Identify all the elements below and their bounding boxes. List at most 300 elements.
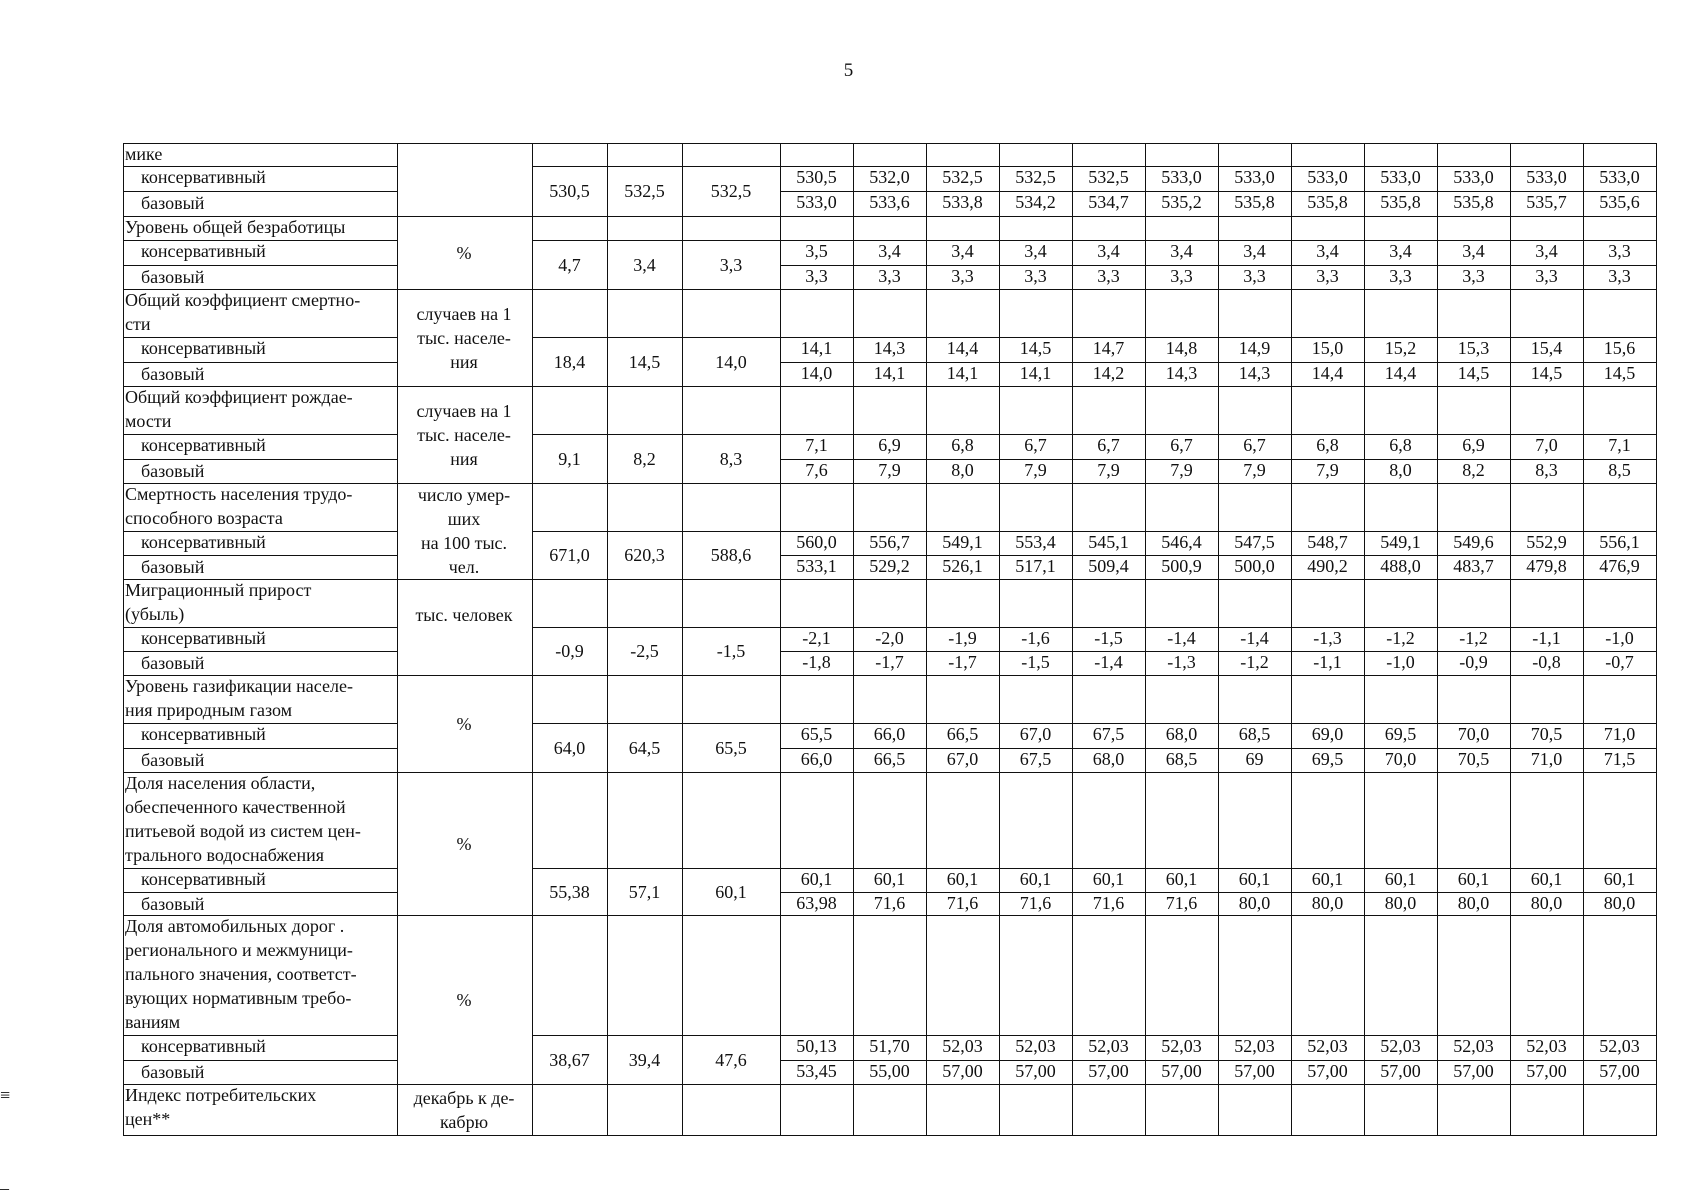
scenario-label-conservative: консервативный — [141, 869, 266, 889]
forecast-conservative-value: 14,9 — [1238, 338, 1271, 358]
grid-line — [1656, 1084, 1657, 1135]
forecast-conservative-value: 52,03 — [1380, 1036, 1421, 1056]
grid-line — [1291, 1084, 1292, 1135]
forecast-basic-value: 57,00 — [1015, 1060, 1056, 1081]
scenario-label-conservative: консервативный — [141, 241, 266, 261]
forecast-conservative-value: 546,4 — [1161, 532, 1202, 552]
forecast-conservative-value: 3,4 — [1024, 241, 1047, 261]
forecast-conservative-value: 60,1 — [1530, 869, 1563, 889]
grid-line — [607, 1084, 608, 1135]
scenario-label-basic: базовый — [141, 266, 205, 287]
forecast-conservative-value: 549,6 — [1453, 532, 1494, 552]
forecast-conservative-value: 60,1 — [800, 869, 833, 889]
forecast-basic-value: -1,7 — [875, 652, 904, 672]
scenario-label-basic: базовый — [141, 749, 205, 770]
forecast-basic-value: 57,00 — [1380, 1060, 1421, 1081]
forecast-conservative-value: 60,1 — [1457, 869, 1490, 889]
forecast-conservative-value: 530,5 — [796, 167, 837, 187]
forecast-conservative-value: 7,1 — [805, 435, 828, 455]
forecast-conservative-value: 60,1 — [946, 869, 979, 889]
forecast-conservative-value: 7,0 — [1535, 435, 1558, 455]
forecast-basic-value: 69 — [1245, 748, 1264, 769]
forecast-basic-value: 69,5 — [1311, 748, 1344, 769]
forecast-basic-value: 14,3 — [1238, 362, 1271, 383]
grid-line — [123, 216, 1656, 217]
forecast-conservative-value: 553,4 — [1015, 532, 1056, 552]
indicator-title-line: Общий коэффициент смертно- — [125, 290, 361, 310]
forecast-conservative-value: 3,4 — [1462, 241, 1485, 261]
forecast-conservative-value: 14,3 — [873, 338, 906, 358]
forecast-basic-value: 70,5 — [1457, 748, 1490, 769]
forecast-conservative-value: 14,8 — [1165, 338, 1198, 358]
forecast-basic-value: -1,0 — [1386, 652, 1415, 672]
forecast-conservative-value: 15,4 — [1530, 338, 1563, 358]
forecast-conservative-value: 6,7 — [1170, 435, 1193, 455]
scenario-label-conservative: консервативный — [141, 338, 266, 358]
forecast-conservative-value: 560,0 — [796, 532, 837, 552]
forecast-conservative-value: 60,1 — [1603, 869, 1636, 889]
grid-line — [926, 1084, 927, 1135]
grid-line — [780, 1084, 781, 1135]
forecast-basic-value: 7,9 — [1097, 459, 1120, 480]
grid-line — [682, 434, 780, 435]
forecast-basic-value: 535,2 — [1161, 192, 1202, 212]
grid-line — [1656, 675, 1657, 772]
forecast-conservative-value: 6,8 — [951, 435, 974, 455]
forecast-basic-value: 71,6 — [1019, 892, 1052, 913]
forecast-conservative-value: 52,03 — [1015, 1036, 1056, 1056]
grid-line — [532, 723, 607, 724]
forecast-conservative-value: 66,5 — [946, 724, 979, 744]
grid-line — [1364, 1084, 1365, 1135]
unit-line: чел. — [448, 557, 480, 577]
forecast-conservative-value: 533,0 — [1599, 167, 1640, 187]
grid-line — [682, 868, 780, 869]
forecast-basic-value: 14,5 — [1457, 362, 1490, 383]
scenario-label-conservative: консервативный — [141, 1036, 266, 1056]
base-year-value: 3,4 — [633, 254, 656, 275]
grid-line — [123, 1135, 1657, 1136]
grid-line — [1510, 1084, 1511, 1135]
indicator-title-line: (убыль) — [125, 604, 185, 624]
forecast-basic-value: 14,5 — [1603, 362, 1636, 383]
base-year-value: 64,0 — [553, 737, 586, 758]
forecast-conservative-value: 70,0 — [1457, 724, 1490, 744]
indicator-title-line: Доля населения области, — [125, 773, 316, 793]
forecast-basic-value: 535,6 — [1599, 192, 1640, 212]
forecast-conservative-value: 15,6 — [1603, 338, 1636, 358]
forecast-conservative-value: 50,13 — [796, 1036, 837, 1056]
grid-line — [607, 531, 682, 532]
grid-line — [123, 143, 1656, 144]
forecast-conservative-value: 533,0 — [1161, 167, 1202, 187]
grid-line — [397, 143, 398, 216]
forecast-conservative-value: 6,9 — [878, 435, 901, 455]
unit-line: ния — [450, 351, 478, 372]
forecast-basic-value: 71,6 — [946, 892, 979, 913]
forecast-conservative-value: 3,4 — [1316, 241, 1339, 261]
forecast-basic-value: 80,0 — [1603, 892, 1636, 913]
forecast-basic-value: 8,0 — [951, 459, 974, 480]
forecast-conservative-value: -1,2 — [1386, 628, 1415, 648]
forecast-basic-value: 3,3 — [1243, 265, 1266, 286]
indicator-title-line: Уровень газификации населе- — [125, 676, 353, 696]
forecast-conservative-value: 60,1 — [1092, 869, 1125, 889]
base-year-value: 532,5 — [710, 181, 752, 201]
indicator-title-line: мике — [125, 144, 163, 164]
forecast-basic-value: 3,3 — [1316, 265, 1339, 286]
grid-line — [607, 337, 682, 338]
forecast-conservative-value: 68,5 — [1238, 724, 1271, 744]
forecast-basic-value: 535,8 — [1453, 192, 1494, 212]
indicator-title-line: Миграционный прирост — [125, 580, 312, 600]
grid-line — [1656, 579, 1657, 675]
forecast-conservative-value: 3,4 — [1170, 241, 1193, 261]
unit-line: ния — [450, 448, 478, 469]
forecast-conservative-value: 14,5 — [1019, 338, 1052, 358]
forecast-conservative-value: 547,5 — [1234, 532, 1275, 552]
forecast-conservative-value: 3,5 — [805, 241, 828, 261]
grid-line — [532, 166, 607, 167]
grid-line — [532, 868, 607, 869]
forecast-basic-value: 14,0 — [800, 362, 833, 383]
base-year-value: -1,5 — [716, 641, 746, 661]
grid-line — [1656, 289, 1657, 386]
forecast-basic-value: 533,8 — [942, 192, 983, 212]
forecast-basic-value: 66,5 — [873, 748, 906, 769]
forecast-basic-value: 14,2 — [1092, 362, 1125, 383]
forecast-basic-value: -1,2 — [1240, 652, 1269, 672]
forecast-basic-value: 533,6 — [869, 192, 910, 212]
forecast-conservative-value: 65,5 — [800, 724, 833, 744]
base-year-value: -2,5 — [630, 641, 659, 661]
forecast-basic-value: 71,6 — [1092, 892, 1125, 913]
grid-line — [682, 723, 780, 724]
indicator-title-line: вующих нормативным требо- — [125, 988, 352, 1008]
unit-line: % — [456, 242, 472, 263]
forecast-conservative-value: 548,7 — [1307, 532, 1348, 552]
forecast-conservative-value: 52,03 — [1453, 1036, 1494, 1056]
base-year-value: 8,3 — [719, 448, 743, 469]
forecast-conservative-value: 60,1 — [1165, 869, 1198, 889]
forecast-conservative-value: 60,1 — [1238, 869, 1271, 889]
forecast-conservative-value: 60,1 — [1019, 869, 1052, 889]
forecast-basic-value: 67,5 — [1019, 748, 1052, 769]
forecast-basic-value: 500,9 — [1161, 556, 1202, 576]
forecast-conservative-value: 69,0 — [1311, 724, 1344, 744]
forecast-basic-value: -1,7 — [948, 652, 977, 672]
forecast-basic-value: 14,1 — [1019, 362, 1052, 383]
forecast-conservative-value: 3,4 — [951, 241, 974, 261]
forecast-conservative-value: 67,0 — [1019, 724, 1052, 744]
unit-line: декабрь к де- — [413, 1087, 515, 1108]
forecast-basic-value: 7,6 — [805, 459, 828, 480]
forecast-basic-value: 67,0 — [946, 748, 979, 769]
forecast-basic-value: 8,5 — [1608, 459, 1631, 480]
grid-line — [532, 1035, 607, 1036]
grid-line — [682, 166, 780, 167]
indicator-title-line: Уровень общей безработицы — [125, 217, 346, 237]
forecast-conservative-value: 52,03 — [1088, 1036, 1129, 1056]
forecast-conservative-value: 533,0 — [1307, 167, 1348, 187]
base-year-value: 8,2 — [633, 448, 656, 469]
forecast-basic-value: 3,3 — [1170, 265, 1193, 286]
base-year-value: 4,7 — [558, 254, 581, 275]
forecast-basic-value: 14,4 — [1384, 362, 1417, 383]
indicator-title-line: мости — [125, 411, 172, 431]
forecast-conservative-value: -1,2 — [1459, 628, 1488, 648]
forecast-basic-value: 534,7 — [1088, 192, 1129, 212]
grid-line — [123, 386, 1656, 387]
forecast-conservative-value: -1,5 — [1094, 628, 1123, 648]
scenario-label-conservative: консервативный — [141, 724, 266, 744]
forecast-basic-value: 535,8 — [1307, 192, 1348, 212]
forecast-basic-value: 70,0 — [1384, 748, 1417, 769]
grid-line — [682, 1084, 683, 1135]
unit-line: кабрю — [439, 1111, 489, 1132]
forecast-basic-value: 7,9 — [1170, 459, 1193, 480]
base-year-value: 620,3 — [624, 545, 665, 565]
grid-line — [123, 1084, 1656, 1085]
grid-line — [532, 337, 607, 338]
forecast-basic-value: 68,0 — [1092, 748, 1125, 769]
forecast-basic-value: 500,0 — [1234, 556, 1275, 576]
forecast-basic-value: 14,3 — [1165, 362, 1198, 383]
indicator-title-line: сти — [125, 314, 151, 334]
unit-line: % — [456, 989, 472, 1010]
forecast-conservative-value: -2,0 — [875, 628, 904, 648]
indicator-title-line: Доля автомобильных дорог . — [125, 916, 345, 936]
base-year-value: 530,5 — [549, 181, 590, 201]
base-year-value: 47,6 — [715, 1049, 747, 1070]
forecast-basic-value: 14,5 — [1530, 362, 1563, 383]
scenario-label-conservative: консервативный — [141, 628, 266, 648]
indicator-title-line: регионального и межмуници- — [125, 940, 353, 960]
scenario-label-conservative: консервативный — [141, 532, 266, 552]
forecast-conservative-value: 15,2 — [1384, 338, 1417, 358]
scenario-label-basic: базовый — [141, 893, 205, 914]
forecast-conservative-value: 532,5 — [1088, 167, 1129, 187]
forecast-basic-value: 3,3 — [878, 265, 901, 286]
forecast-basic-value: 8,3 — [1535, 459, 1558, 480]
forecast-conservative-value: 66,0 — [873, 724, 906, 744]
forecast-conservative-value: 60,1 — [1384, 869, 1417, 889]
forecast-conservative-value: -1,0 — [1605, 628, 1634, 648]
forecast-conservative-value: 549,1 — [1380, 532, 1421, 552]
forecast-conservative-value: 14,4 — [946, 338, 979, 358]
forecast-basic-value: 476,9 — [1599, 556, 1640, 576]
forecast-basic-value: 3,3 — [1024, 265, 1047, 286]
grid-line — [607, 723, 682, 724]
forecast-basic-value: 529,2 — [869, 556, 910, 576]
forecast-conservative-value: 549,1 — [942, 532, 983, 552]
forecast-basic-value: 535,7 — [1526, 192, 1567, 212]
forecast-basic-value: 71,6 — [873, 892, 906, 913]
forecast-conservative-value: 533,0 — [1380, 167, 1421, 187]
forecast-conservative-value: 7,1 — [1608, 435, 1631, 455]
forecast-conservative-value: 532,0 — [869, 167, 910, 187]
forecast-conservative-value: 3,4 — [1535, 241, 1558, 261]
grid-line — [1656, 483, 1657, 579]
indicator-title-line: Общий коэффициент рождае- — [125, 387, 353, 407]
forecast-conservative-value: -1,6 — [1021, 628, 1050, 648]
forecast-basic-value: 3,3 — [1535, 265, 1558, 286]
grid-line — [682, 240, 780, 241]
forecast-conservative-value: 3,4 — [878, 241, 901, 261]
forecast-conservative-value: 6,7 — [1097, 435, 1120, 455]
indicator-title-line: ваниям — [125, 1012, 181, 1032]
grid-line — [532, 1084, 533, 1135]
forecast-basic-value: -1,1 — [1313, 652, 1342, 672]
forecast-conservative-value: 52,03 — [1161, 1036, 1202, 1056]
forecast-conservative-value: 533,0 — [1526, 167, 1567, 187]
forecast-conservative-value: 6,7 — [1243, 435, 1266, 455]
forecast-basic-value: 8,0 — [1389, 459, 1412, 480]
forecast-conservative-value: -1,9 — [948, 628, 977, 648]
base-year-value: 14,5 — [628, 351, 661, 372]
grid-line — [999, 1084, 1000, 1135]
forecast-conservative-value: 51,70 — [869, 1036, 910, 1056]
forecast-conservative-value: 68,0 — [1165, 724, 1198, 744]
grid-line — [532, 434, 607, 435]
base-year-value: 671,0 — [549, 545, 590, 565]
base-year-value: 57,1 — [628, 881, 661, 902]
forecast-conservative-value: 71,0 — [1603, 724, 1636, 744]
forecast-basic-value: 7,9 — [1316, 459, 1339, 480]
forecast-basic-value: 66,0 — [800, 748, 833, 769]
forecast-conservative-value: 67,5 — [1092, 724, 1125, 744]
forecast-conservative-value: -1,1 — [1532, 628, 1561, 648]
forecast-basic-value: 483,7 — [1453, 556, 1494, 576]
forecast-basic-value: 14,1 — [873, 362, 906, 383]
unit-line: число умер- — [417, 485, 511, 505]
scenario-label-conservative: консервативный — [141, 435, 266, 455]
forecast-basic-value: -1,8 — [802, 652, 831, 672]
forecast-basic-value: 3,3 — [951, 265, 974, 286]
forecast-basic-value: 3,3 — [1389, 265, 1412, 286]
forecast-conservative-value: 52,03 — [942, 1036, 983, 1056]
forecast-conservative-value: 533,0 — [1234, 167, 1275, 187]
base-year-value: 38,67 — [549, 1049, 590, 1070]
forecast-basic-value: 57,00 — [1526, 1060, 1567, 1081]
forecast-basic-value: 533,0 — [796, 192, 837, 212]
base-year-value: 39,4 — [628, 1049, 661, 1070]
forecast-basic-value: -1,5 — [1021, 652, 1050, 672]
scenario-label-basic: базовый — [141, 363, 205, 384]
forecast-basic-value: 57,00 — [1599, 1060, 1640, 1081]
forecast-basic-value: 534,2 — [1015, 192, 1056, 212]
grid-line — [682, 1035, 780, 1036]
forecast-basic-value: 3,3 — [1608, 265, 1631, 286]
forecast-conservative-value: 6,8 — [1389, 435, 1412, 455]
forecast-conservative-value: 69,5 — [1384, 724, 1417, 744]
indicator-title-line: ния природным газом — [125, 700, 292, 720]
indicator-title-line: обеспеченного качественной — [125, 797, 346, 817]
forecast-basic-value: -1,3 — [1167, 652, 1196, 672]
forecast-basic-value: 80,0 — [1311, 892, 1344, 913]
forecast-conservative-value: 3,4 — [1389, 241, 1412, 261]
unit-line: ших — [447, 509, 481, 529]
forecast-conservative-value: -2,1 — [802, 628, 831, 648]
forecast-conservative-value: 15,0 — [1311, 338, 1344, 358]
forecast-basic-value: 526,1 — [942, 556, 983, 576]
grid-line — [397, 579, 398, 675]
forecast-conservative-value: 533,0 — [1453, 167, 1494, 187]
forecast-basic-value: 53,45 — [796, 1060, 837, 1081]
grid-line — [123, 772, 1656, 773]
grid-line — [607, 240, 682, 241]
forecast-basic-value: 488,0 — [1380, 556, 1421, 576]
grid-line — [1656, 915, 1657, 1084]
forecast-conservative-value: 14,7 — [1092, 338, 1125, 358]
forecast-conservative-value: 6,9 — [1462, 435, 1485, 455]
forecast-basic-value: 490,2 — [1307, 556, 1348, 576]
side-mark-1: ≡ — [0, 1085, 11, 1105]
forecast-basic-value: 479,8 — [1526, 556, 1567, 576]
base-year-value: 55,38 — [549, 881, 590, 902]
grid-line — [607, 868, 682, 869]
grid-line — [1145, 1084, 1146, 1135]
base-year-value: 60,1 — [715, 881, 747, 902]
scenario-label-basic: базовый — [141, 557, 205, 577]
forecast-basic-value: 71,5 — [1603, 748, 1636, 769]
forecast-basic-value: 14,4 — [1311, 362, 1344, 383]
page-number: 5 — [843, 60, 854, 81]
unit-line: тыс. человек — [415, 605, 513, 625]
forecast-basic-value: 57,00 — [1234, 1060, 1275, 1081]
forecast-basic-value: -0,8 — [1532, 652, 1561, 672]
forecast-conservative-value: 545,1 — [1088, 532, 1129, 552]
grid-line — [682, 337, 780, 338]
forecast-basic-value: 80,0 — [1530, 892, 1563, 913]
scenario-label-basic: базовый — [141, 1061, 205, 1082]
grid-line — [607, 1035, 682, 1036]
forecast-conservative-value: 14,1 — [800, 338, 833, 358]
forecast-basic-value: 57,00 — [1453, 1060, 1494, 1081]
forecast-basic-value: 8,2 — [1462, 459, 1485, 480]
forecast-basic-value: 63,98 — [796, 892, 837, 913]
forecast-conservative-value: 15,3 — [1457, 338, 1490, 358]
unit-line: % — [456, 833, 472, 854]
forecast-basic-value: 535,8 — [1234, 192, 1275, 212]
base-year-value: 9,1 — [558, 448, 581, 469]
forecast-basic-value: 80,0 — [1384, 892, 1417, 913]
grid-line — [607, 627, 682, 628]
grid-line — [607, 166, 682, 167]
forecast-basic-value: 7,9 — [878, 459, 901, 480]
grid-line — [532, 627, 607, 628]
indicator-title-line: трального водоснабжения — [125, 845, 325, 865]
indicators-table — [123, 143, 1656, 1135]
forecast-basic-value: -0,9 — [1459, 652, 1488, 672]
forecast-conservative-value: -1,4 — [1240, 628, 1269, 648]
forecast-basic-value: 57,00 — [1307, 1060, 1348, 1081]
forecast-basic-value: 80,0 — [1457, 892, 1490, 913]
unit-line: случаев на 1 — [416, 303, 512, 324]
forecast-basic-value: 517,1 — [1015, 556, 1056, 576]
scenario-label-conservative: консервативный — [141, 167, 266, 187]
forecast-conservative-value: 6,8 — [1316, 435, 1339, 455]
forecast-basic-value: 71,0 — [1530, 748, 1563, 769]
indicator-title-line: питьевой водой из систем цен- — [125, 821, 361, 841]
grid-line — [123, 579, 1656, 580]
forecast-basic-value: -0,7 — [1605, 652, 1634, 672]
grid-line — [532, 240, 607, 241]
forecast-basic-value: 57,00 — [942, 1060, 983, 1081]
forecast-basic-value: 7,9 — [1024, 459, 1047, 480]
forecast-basic-value: 3,3 — [805, 265, 828, 286]
base-year-value: 14,0 — [715, 351, 747, 372]
